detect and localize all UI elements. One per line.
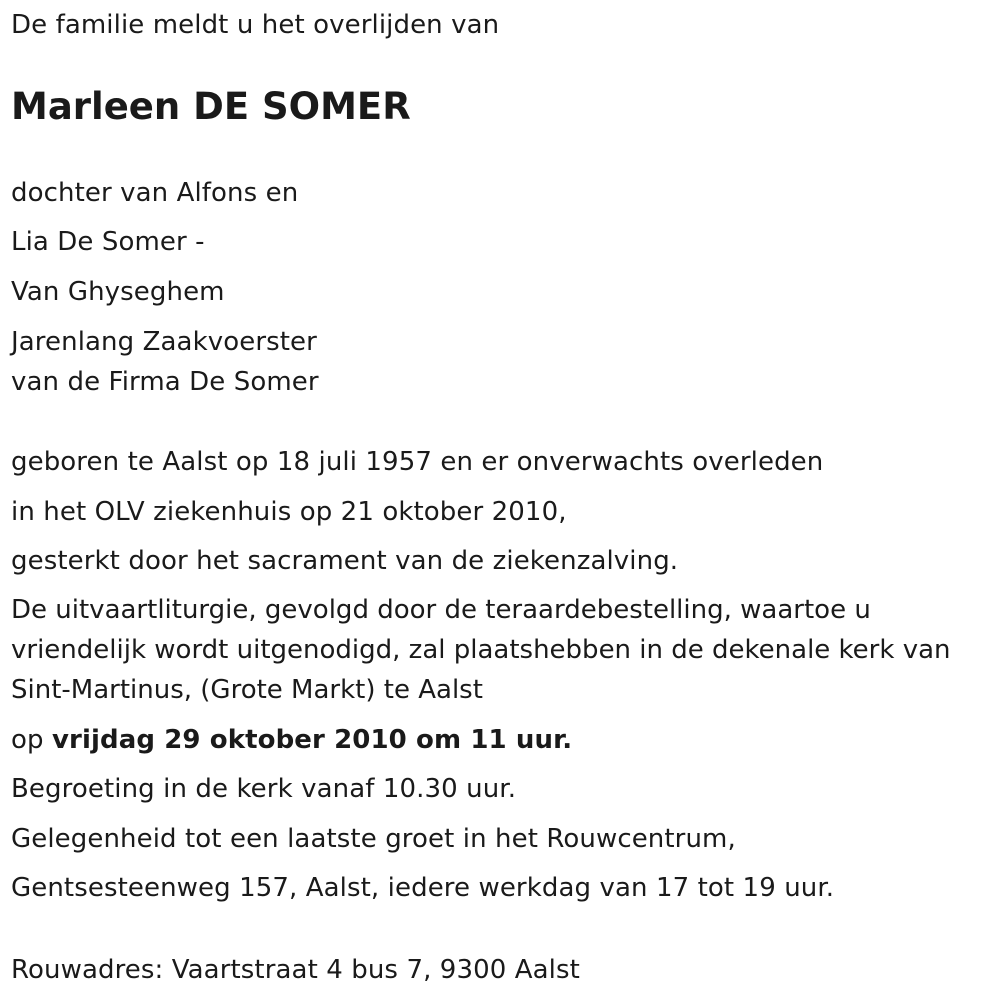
- deceased-name: Marleen DE SOMER: [11, 85, 411, 128]
- occupation-line-2: van de Firma De Somer: [11, 367, 319, 397]
- family-block: [11, 173, 298, 312]
- family-line-3: Van Ghyseghem: [11, 277, 225, 307]
- born-text: geboren te Aalst op 18 juli 1957 en er onverwachts overleden: [11, 447, 824, 477]
- died-text: in het OLV ziekenhuis op 21 oktober 2010,: [11, 497, 567, 527]
- funeral-date: vrijdag 29 oktober 2010 om 11 uur.: [51, 725, 573, 755]
- occupation-block: [11, 322, 319, 402]
- funeral-date-line: [11, 720, 986, 760]
- intro-text: De familie meldt u het overlijden van: [11, 10, 500, 40]
- farewell-line-2: Gentsesteenweg 157, Aalst, iedere werkdag van 17 tot 19 uur.: [11, 873, 835, 903]
- greeting-text: Begroeting in de kerk vanaf 10.30 uur.: [11, 774, 517, 804]
- family-line-1: dochter van Alfons en: [11, 178, 299, 208]
- family-line-2: Lia De Somer -: [11, 227, 205, 257]
- funeral-text: De uitvaartliturgie, gevolgd door de teraardebestelling, waartoe u vriendelijk wordt uitgenodigd, zal plaatshebben in de dekenale kerk van Sint-Martinus, (Grote Markt) te Aalst: [11, 595, 951, 705]
- farewell-line-1: Gelegenheid tot een laatste groet in het Rouwcentrum,: [11, 824, 736, 854]
- sacrament-text: gesterkt door het sacrament van de ziekenzalving.: [11, 546, 679, 576]
- date-prefix: op: [11, 725, 52, 755]
- details-block: [11, 442, 986, 908]
- mourning-address: Rouwadres: Vaartstraat 4 bus 7, 9300 Aalst: [11, 955, 580, 985]
- occupation-line-1: Jarenlang Zaakvoerster: [11, 327, 317, 357]
